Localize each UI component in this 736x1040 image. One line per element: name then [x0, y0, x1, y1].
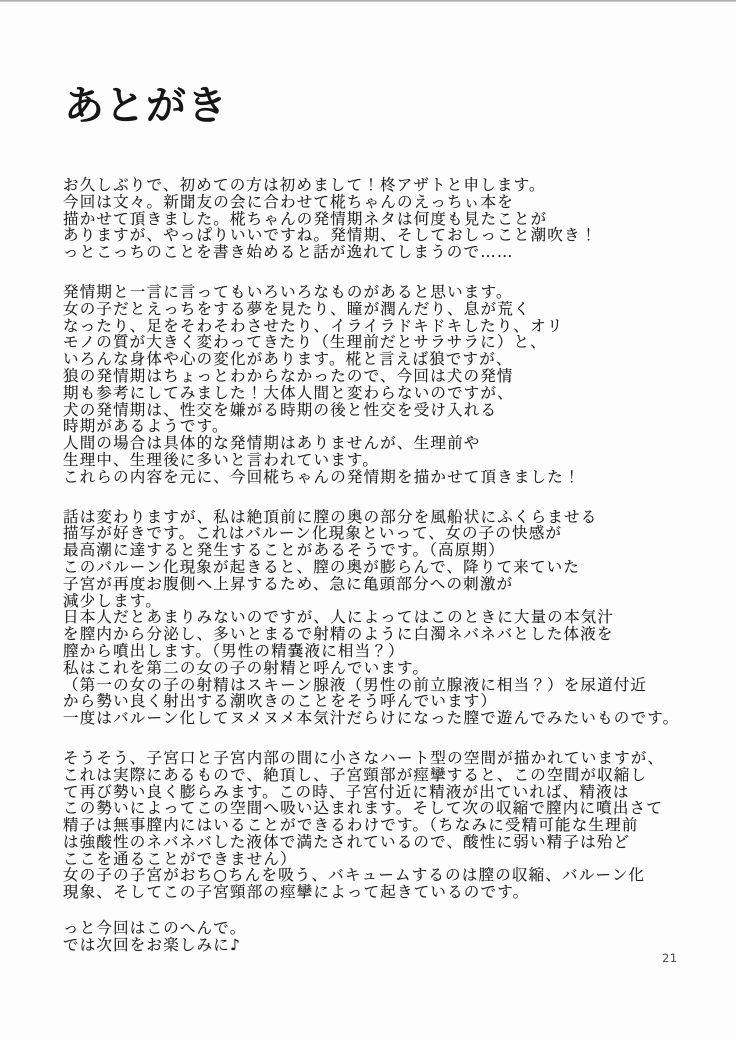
text-line: 話は変わりますが、私は絶頂前に膣の奥の部分を風船状にふくらませる [63, 507, 598, 526]
text-line: 減少します。 [63, 591, 162, 610]
paragraph-uterus-notes [63, 750, 713, 901]
text-line: 描写が好きです。これはバルーン化現象といって、女の子の快感が [63, 524, 563, 543]
text-line: これらの内容を元に、今回椛ちゃんの発情期を描かせて頂きました！ [63, 467, 581, 486]
text-line: っとこっちのことを書き始めると話が逸れてしまうので…… [63, 243, 514, 262]
text-line: 生理中、生理後に多いと言われています。 [63, 450, 380, 469]
text-line: 狼の発情期はちょっとわからなかったので、今回は犬の発情 [63, 366, 514, 385]
text-line: は強酸性のネバネバした液体で満たされているので、酸性に弱い精子は殆ど [63, 832, 631, 851]
paragraph-balloon-phenomenon [63, 509, 713, 727]
text-line: 私はこれを第二の女の子の射精と呼んでいます。 [63, 658, 430, 677]
text-line: 女の子だとえっちをする夢を見たり、瞳が潤んだり、息が荒く [63, 299, 531, 318]
text-line: このバルーン化現象が起きると、膣の奥が膨らんで、降りて来ていた [63, 557, 581, 576]
paragraph-greeting [63, 177, 713, 261]
text-line: 最高潮に達すると発生することがあるそうです。（高原期） [63, 541, 505, 560]
page-number: 21 [661, 950, 678, 966]
text-line: 現象、そしてこの子宮頸部の痙攣によって起きているのです。 [63, 883, 530, 902]
text-line: この勢いによってこの空間へ吸い込まれます。そして次の収縮で膣内に噴出さて [63, 799, 663, 818]
paragraph-closing [63, 920, 713, 954]
text-line: 今回は文々。新聞友の会に合わせて椛ちゃんのえっちぃ本を [63, 192, 514, 211]
text-line: （第一の女の子の射精はスキーン腺液（男性の前立腺液に相当？）を尿道付近 [63, 675, 648, 694]
text-line: 子宮が再度お腹側へ上昇するため、急に亀頭部分への刺激が [63, 574, 514, 593]
text-line: 時期があるようです。 [63, 417, 229, 436]
text-line: なったり、足をそわそわさせたり、イライラドキドキしたり、オリ [63, 316, 564, 335]
text-line: 描かせて頂きました。椛ちゃんの発情期ネタは何度も見たことが [63, 209, 548, 228]
text-line: そうそう、子宮口と子宮内部の間に小さなハート型の空間が描かれていますが、 [63, 748, 665, 767]
text-line: 人間の場合は具体的な発情期はありませんが、生理前や [63, 434, 481, 453]
text-line: 犬の発情期は、性交を嫌がる時期の後と性交を受け入れる [63, 400, 498, 419]
text-line: 期も参考にしてみました！大体人間と変わらないのですが、 [63, 383, 514, 402]
text-line: 一度はバルーン化してヌメヌメ本気汁だらけになった膣で遊んでみたいものです。 [63, 709, 680, 728]
text-line: お久しぶりで、初めての方は初めまして！柊アザトと申します。 [63, 176, 546, 194]
text-line: っと今回はこのへんで。 [63, 919, 247, 938]
text-line: て再び勢い良く膨らみます。この時、子宮付近に精液が出ていれば、精液は [63, 782, 630, 801]
scan-edge-line [0, 0, 736, 2]
text-line: から勢い良く射出する潮吹きのことをそう呼んでいます） [63, 692, 498, 711]
text-line: では次回をお楽しみに♪ [63, 935, 242, 954]
text-line: これは実際にあるもので、絶頂し、子宮頸部が痙攣すると、この空間が収縮し [63, 765, 648, 784]
text-line: 日本人だとあまりみないのですが、人によってはこのときに大量の本気汁 [63, 608, 615, 627]
page-title: あとがき [64, 82, 228, 129]
text-line: いろんな身体や心の変化があります。椛と言えば狼ですが、 [63, 350, 513, 369]
text-line: モノの質が大きく変わってきたり（生理前だとサラサラに）と、 [63, 333, 547, 352]
text-line: 精子は無事膣内にはいることができるわけです。（ちなみに受精可能な生理前 [63, 816, 639, 835]
text-line: ありますが、やっぱりいいですね。発情期、そしておしっこと潮吹き！ [63, 226, 598, 245]
text-line: 膣から噴出します。（男性の精嚢液に相当？） [63, 641, 405, 660]
afterword-text [63, 177, 713, 954]
text-line: を膣内から分泌し、多いとまるで射精のように白濁ネバネバとした体液を [63, 625, 614, 644]
text-line: ここを通ることができません） [63, 849, 297, 868]
paragraph-estrus-notes [63, 284, 713, 486]
text-line: 発情期と一言に言ってもいろいろなものがあると思います。 [63, 282, 513, 301]
text-line: 女の子の子宮がおち○ちんを吸う、バキュームするのは膣の収縮、バルーン化 [63, 866, 646, 885]
